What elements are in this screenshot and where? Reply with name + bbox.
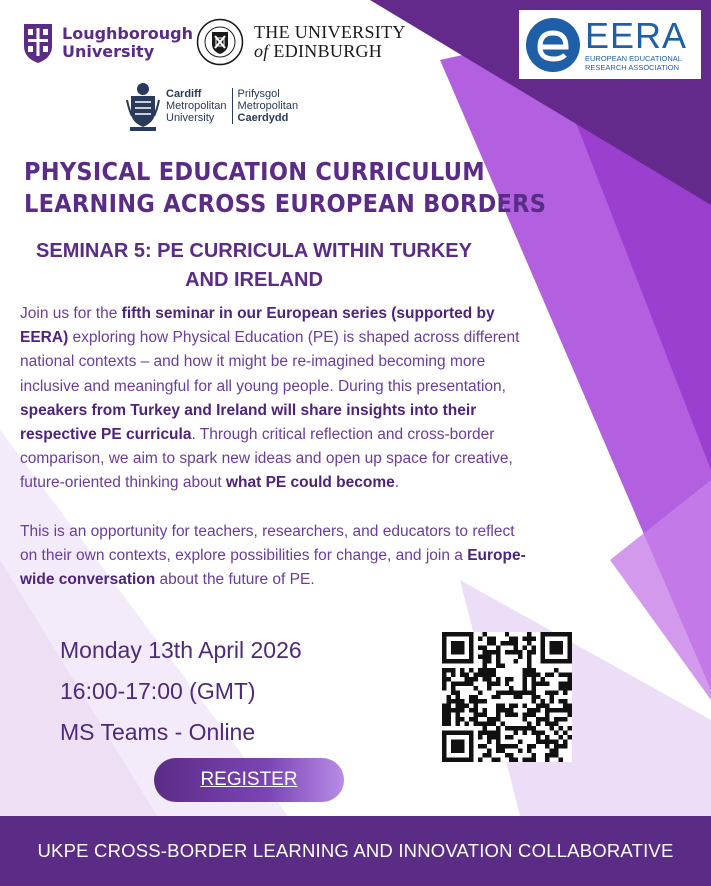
- p1-run-6: .: [394, 474, 400, 492]
- eera-logo: [519, 10, 701, 79]
- edinburgh-name-line1: THE UNIVERSITY: [254, 22, 406, 42]
- loughborough-name-line2: University: [62, 42, 155, 61]
- edinburgh-of: of: [254, 41, 269, 61]
- cardiff-cy-line1: Prifysgol: [237, 88, 280, 100]
- p1-run-0: Join us for the: [20, 305, 122, 322]
- qr-code-icon[interactable]: [442, 632, 572, 762]
- loughborough-shield-icon: [22, 22, 54, 64]
- p2-run-0: This is an opportunity for teachers, researchers, and educators to reflect on their own contexts, explore possibilities for change, and join a: [20, 522, 515, 564]
- register-button[interactable]: [154, 758, 344, 802]
- p1-run-3: speakers from Turkey and Ireland will share insights into their respective PE curricula: [20, 401, 477, 444]
- p1-run-2: exploring how Physical Education (PE) is shaped across different national contexts – and how it might be re-imagined becoming more inclusive and meaningful for all young people. During this presentation,: [20, 329, 520, 395]
- register-label: REGISTER: [200, 769, 298, 790]
- subtitle-line2: AND IRELAND: [185, 269, 323, 291]
- edinburgh-name-line2: EDINBURGH: [268, 41, 383, 61]
- event-details: [60, 630, 302, 753]
- cardiff-en-line1: Cardiff: [166, 88, 202, 100]
- footer-banner: [0, 816, 711, 886]
- loughborough-name-line1: Loughborough: [62, 24, 193, 43]
- cardiff-en-line2: Metropolitan: [166, 100, 227, 112]
- cardiff-cy-line2: Metropolitan: [237, 100, 299, 112]
- event-date: Monday 13th April 2026: [60, 637, 302, 663]
- loughborough-logo: [22, 22, 193, 64]
- footer-text: UKPE CROSS-BORDER LEARNING AND INNOVATION COLLABORATIVE: [37, 840, 674, 861]
- event-location: MS Teams - Online: [60, 719, 256, 745]
- eera-sub-line1: EUROPEAN EDUCATIONAL: [585, 53, 682, 63]
- title-line1: PHYSICAL EDUCATION CURRICULUM: [24, 157, 485, 186]
- p1-run-4: . Through critical reflection and cross-border comparison, we aim to spark new ideas and open up space for creative, future-oriented thinking about: [20, 426, 513, 492]
- edinburgh-seal-icon: [196, 18, 244, 66]
- title-line2: LEARNING ACROSS EUROPEAN BORDERS: [24, 189, 547, 218]
- description-paragraph-2: [20, 520, 530, 593]
- eera-wordmark: EERA: [585, 14, 688, 56]
- seminar-subtitle: [14, 237, 494, 295]
- page-title: [24, 156, 546, 220]
- p2-run-2: about the future of PE.: [155, 571, 315, 589]
- cardiff-en-line3: University: [166, 112, 215, 124]
- cardiff-cy-line3: Caerdydd: [237, 112, 289, 124]
- event-time: 16:00-17:00 (GMT): [60, 678, 256, 704]
- eera-sub-line2: RESEARCH ASSOCIATION: [585, 62, 680, 72]
- description-paragraph-1: [20, 302, 530, 496]
- eera-e-icon: [525, 17, 581, 73]
- description: [20, 302, 530, 592]
- subtitle-line1: SEMINAR 5: PE CURRICULA WITHIN TURKEY: [36, 240, 472, 262]
- edinburgh-logo: [196, 18, 406, 66]
- p2-run-1: Europe-wide conversation: [20, 546, 526, 589]
- cardiff-crest-icon: [126, 80, 160, 132]
- cardiff-met-logo: [126, 80, 298, 132]
- p1-run-1: fifth seminar in our European series (supported by EERA): [20, 305, 495, 347]
- p1-run-5: what PE could become: [225, 474, 395, 492]
